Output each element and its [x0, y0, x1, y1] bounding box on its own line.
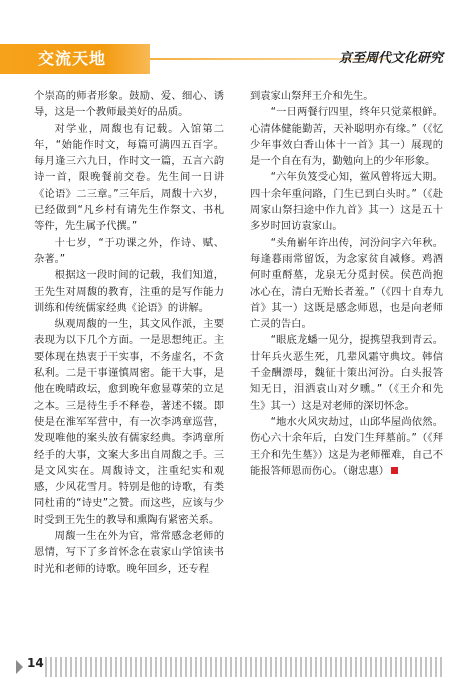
paragraph: 纵观周馥的一生，其文风作派，主要表现为以下几个方面。一是思想纯正。主要体现在热衷于干实事，不务虚名，不贪私利。二是干事谨慎周密。能干大事，是他在晚晴政坛，愈到晚年愈显尊荣的立足之本。三是待生手不释卷，著述不辍。即使是在淮军军营中，有一次李鸿章巡营，发现唯他的案头放有儒家经典。李鸿章所经手的大事，文案大多出自周馥之手。三是文风实在。周馥诗文，注重纪实和观感，少风花雪月。特别是他的诗歌，有类同杜甫的“诗史”之赞。而这些，应该与少时受到王先生的教导和熏陶有紧密关系。 [34, 318, 224, 526]
right-text-column [250, 88, 443, 479]
paragraph-final [250, 414, 443, 479]
paragraph: 周馥一生在外为官，常常感念老师的恩情，写下了多首怀念在袁家山学馆读书时光和老师的诗歌。晚年回乡，还专程 [34, 530, 224, 575]
paragraph: 个崇高的师者形象。鼓励、爱、细心、诱导，这是一个教师最美好的品质。 [34, 90, 224, 119]
page-arrow-icon [16, 660, 23, 674]
section-header [0, 44, 473, 74]
paragraph: 根据这一段时间的记载，我们知道，王先生对周馥的教育，注重的是写作能力训练和传统儒家经典《论语》的讲解。 [34, 269, 224, 314]
left-text-column [34, 88, 224, 577]
paragraph-text: “地水火风灾劫过，山邱华屋尚依然。伤心六十余年后，白发门生拜墓前。”（《拜王介和先生墓》）这是为老师罹难，自己不能报答师恩而伤心。（谢忠惠） [250, 415, 443, 477]
paragraph: “头角嶄年许出传，河汾问字六年秋。每逢暮雨常留饭，为念家贫自减修。鸡酒何时重酹墓，龙泉无分觅封侯。侯芭尚抱冰心在，清白无贻长者羞。”（《四十自寿九首》其一）这既是感念师恩，也是向老师亡灵的告白。 [250, 236, 443, 331]
end-of-article-mark [391, 467, 398, 474]
paragraph: 对学业，周馥也有记载。入馆第二年，“始能作时文，每篇可满四五百字。每月逢三六九日，作时文一篇，五言六韵诗一首，限晚餐前交卷。先生间一日讲《论语》二三章。”三年后，周馥十六岁，已经做到“凡乡村有请先生作祭文、书札等件，先生属予代撰。” [34, 122, 224, 233]
footer-decoration [45, 657, 445, 677]
paragraph: “眼底龙蟠一见分，提携望我到青云。廿年兵火恶生死，几辈风霜守典坟。韩信千金酬漂母，魏征十策出河汾。白头报答知无日，泪洒袁山对夕曛。”（《王介和先生》其一）这是对老师的深切怀念。 [250, 334, 443, 412]
paragraph: “一日两餐行四里，终年只觉菜根鲜。心清体健能勤苦，天补聪明亦有缘。”（《忆少年事效白香山体十一首》其一）展现的是一个自在有为，勤勉向上的少年形象。 [250, 106, 443, 168]
paragraph: 到袁家山祭拜王介和先生。 [250, 90, 374, 102]
page-number: 14 [27, 656, 44, 670]
section-label: 交流天地 [0, 44, 150, 74]
paragraph: 十七岁，“于功课之外，作诗、赋、杂著。” [34, 236, 224, 265]
paragraph: “六年负笈受心知，鲎风曾将远大期。四十余年重问路，门生已到白头时。”（《赴周家山祭扫途中作九首》其一）这是五十多岁时回访袁家山。 [250, 171, 443, 233]
publication-title: 京至周代文化研究 [338, 51, 443, 66]
